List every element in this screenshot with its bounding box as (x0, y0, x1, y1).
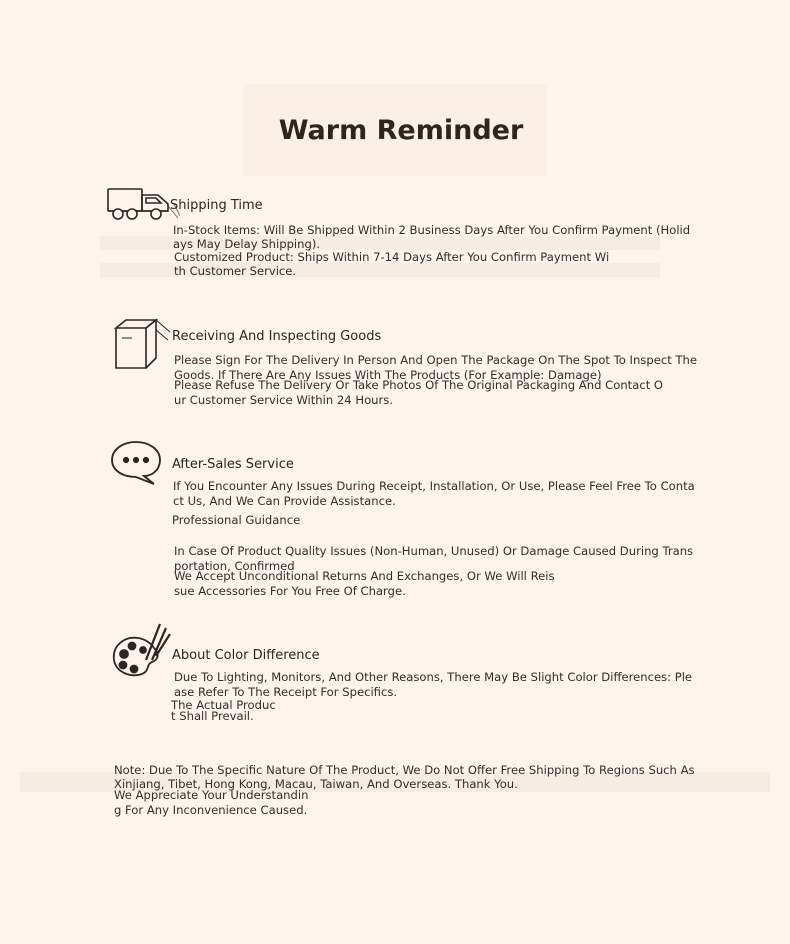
section-heading-after-sales: After-Sales Service (172, 457, 294, 472)
note-text-line: We Appreciate Your Understandin (114, 788, 309, 802)
section-text-line: Please Refuse The Delivery Or Take Photos Of The Original Packaging And Contact O (174, 378, 664, 392)
page-title: Warm Reminder (278, 115, 524, 146)
section-text-line: t Shall Prevail. (171, 709, 254, 723)
section-text-line: Customized Product: Ships Within 7-14 Days After You Confirm Payment Wi (174, 250, 610, 264)
note-text-line: Xinjiang, Tibet, Hong Kong, Macau, Taiwan, And Overseas. Thank You. (114, 777, 518, 791)
section-text-line: ase Refer To The Receipt For Specifics. (174, 685, 398, 699)
section-heading-shipping: Shipping Time (170, 198, 263, 213)
section-text-line: We Accept Unconditional Returns And Exchanges, Or We Will Reis (174, 569, 555, 583)
section-text-line: Due To Lighting, Monitors, And Other Reasons, There May Be Slight Color Differences: Ple (174, 670, 693, 684)
section-text-line: ur Customer Service Within 24 Hours. (174, 393, 394, 407)
section-text-line: Professional Guidance (172, 513, 301, 527)
section-text-line: In Case Of Product Quality Issues (Non-Human, Unused) Or Damage Caused During Trans (174, 544, 694, 558)
section-text-line: sue Accessories For You Free Of Charge. (174, 584, 406, 598)
section-text-line: th Customer Service. (174, 264, 297, 278)
paint-palette-icon (110, 620, 172, 680)
section-text-line: portation, Confirmed (174, 559, 295, 573)
section-text-line: The Actual Produc (171, 698, 276, 712)
section-text-line: ays May Delay Shipping). (173, 237, 321, 251)
section-heading-receiving: Receiving And Inspecting Goods (172, 329, 382, 344)
section-text-line: Goods. If There Are Any Issues With The Products (For Example: Damage) (174, 368, 602, 382)
truck-icon (106, 186, 180, 222)
section-text-line: Please Sign For The Delivery In Person And Open The Package On The Spot To Inspect The (174, 353, 698, 367)
note-text-line: g For Any Inconvenience Caused. (114, 803, 308, 817)
section-text-line: ct Us, And We Can Provide Assistance. (173, 494, 396, 508)
section-text-line: If You Encounter Any Issues During Receipt, Installation, Or Use, Please Feel Free To Conta (173, 479, 695, 493)
section-text-line: In-Stock Items: Will Be Shipped Within 2 Business Days After You Confirm Payment (Holid (173, 223, 691, 237)
chat-bubble-icon (110, 440, 162, 486)
section-heading-color-difference: About Color Difference (172, 648, 320, 663)
package-box-icon (112, 318, 172, 370)
note-text-line: Note: Due To The Specific Nature Of The Product, We Do Not Offer Free Shipping To Regions Such As (114, 763, 695, 777)
